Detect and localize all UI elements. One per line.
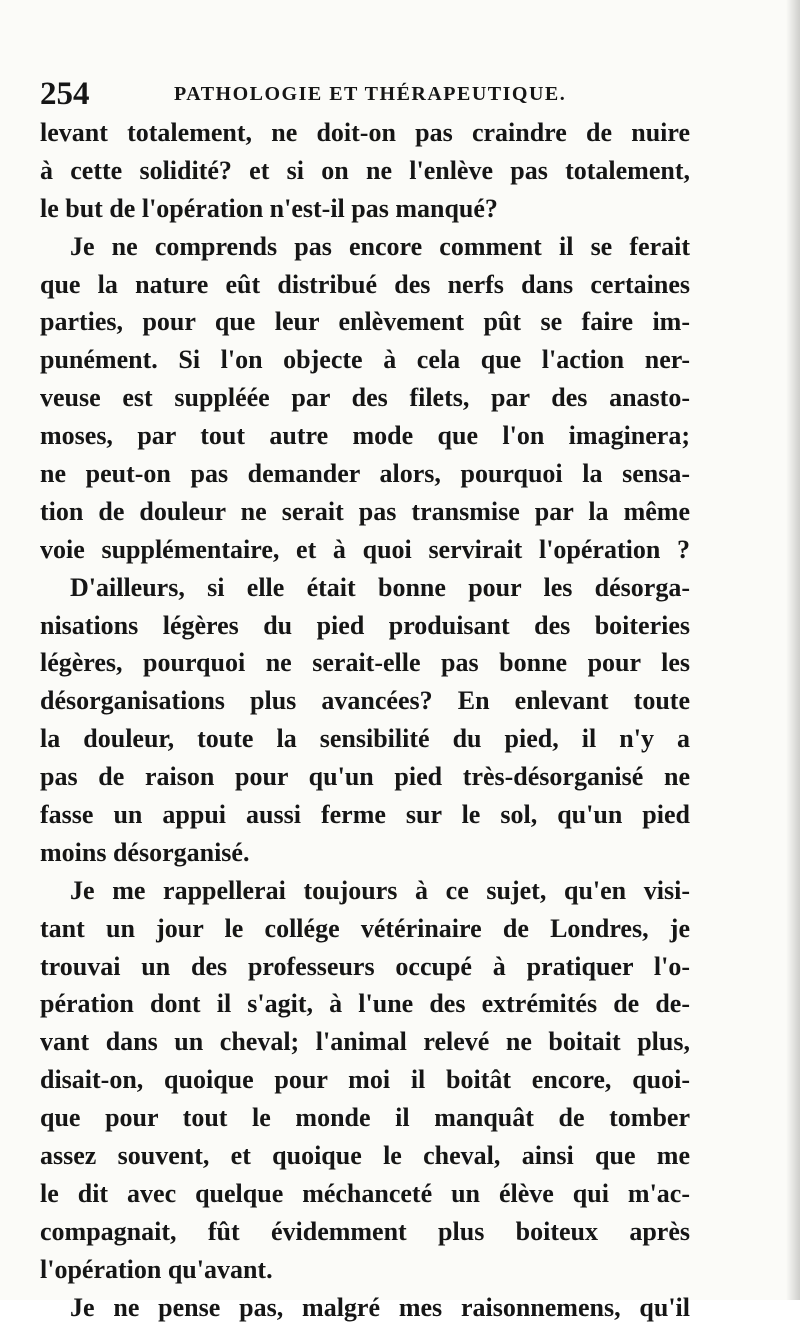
text-line: moins désorganisé. xyxy=(40,837,250,867)
page-number: 254 xyxy=(40,76,90,112)
text-line: fasse un appui aussi ferme sur le sol, qu'un pied xyxy=(40,800,690,830)
text-line: compagnait, fût évidemment plus boiteux après xyxy=(40,1216,690,1246)
text-line: désorganisations plus avancées? En enlevant toute xyxy=(40,686,690,716)
text-line: tant un jour le collége vétérinaire de Londres, je xyxy=(40,913,690,943)
text-line: tion de douleur ne serait pas transmise par la même xyxy=(40,496,690,526)
text-line: trouvai un des professeurs occupé à pratiquer l'o- xyxy=(40,951,690,981)
text-line: à cette solidité? et si on ne l'enlève pas totalement, xyxy=(40,155,690,185)
text-line: la douleur, toute la sensibilité du pied, il n'y a xyxy=(40,724,690,754)
page-header xyxy=(40,72,760,116)
text-line: que la nature eût distribué des nerfs dans certaines xyxy=(40,269,690,299)
text-line: Je ne pense pas, malgré mes raisonnemens, qu'il xyxy=(70,1292,690,1322)
text-line: parties, pour que leur enlèvement pût se faire im- xyxy=(40,307,690,337)
text-line: vant dans un cheval; l'animal relevé ne boitait plus, xyxy=(40,1027,690,1057)
text-line: D'ailleurs, si elle était bonne pour les désorga- xyxy=(70,572,690,602)
text-line: assez souvent, et quoique le cheval, ainsi que me xyxy=(40,1141,690,1171)
text-line: levant totalement, ne doit-on pas craindre de nuire xyxy=(40,118,690,147)
text-line: voie supplémentaire, et à quoi servirait l'opération ? xyxy=(40,534,690,564)
text-line: veuse est suppléée par des filets, par des anasto- xyxy=(40,383,690,413)
text-line: punément. Si l'on objecte à cela que l'action ner- xyxy=(40,345,690,375)
text-line: moses, par tout autre mode que l'on imaginera; xyxy=(40,421,690,451)
text-line: disait-on, quoique pour moi il boitât encore, quoi- xyxy=(40,1065,690,1095)
text-line: que pour tout le monde il manquât de tomber xyxy=(40,1103,690,1133)
text-line: pas de raison pour qu'un pied très-désorganisé ne xyxy=(40,762,690,792)
text-line: l'opération qu'avant. xyxy=(40,1254,273,1284)
text-line: ne peut-on pas demander alors, pourquoi la sensa- xyxy=(40,459,690,489)
text-line: légères, pourquoi ne serait-elle pas bonne pour les xyxy=(40,648,690,678)
text-line: Je me rappellerai toujours à ce sujet, qu'en visi- xyxy=(70,875,690,905)
text-line: pération dont il s'agit, à l'une des extrémités de de- xyxy=(40,989,690,1019)
text-line: le dit avec quelque méchanceté un élève qui m'ac- xyxy=(40,1178,690,1208)
page-edge-shadow xyxy=(786,0,800,1300)
text-line: le but de l'opération n'est-il pas manqué? xyxy=(40,193,498,223)
text-line: Je ne comprends pas encore comment il se ferait xyxy=(70,231,690,261)
running-title: PATHOLOGIE ET THÉRAPEUTIQUE. xyxy=(174,83,567,105)
text-line: nisations légères du pied produisant des boiteries xyxy=(40,610,690,640)
body-text xyxy=(40,114,690,1327)
